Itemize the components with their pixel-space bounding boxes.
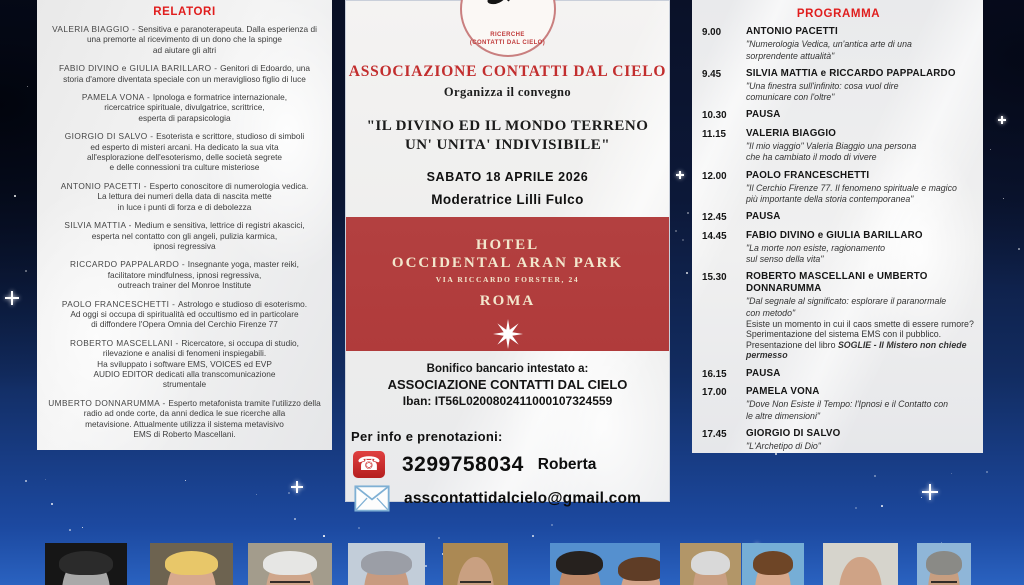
relatori-list [39,24,330,439]
speaker-name: UMBERTO DONNARUMMA - [48,397,169,408]
program-talk-title: "L'Archetipo di Dio" [746,440,821,451]
program-speaker: ROBERTO MASCELLANI e UMBERTO DONNARUMMA [746,271,928,295]
program-time: 10.30 [702,110,727,122]
venue-name-line1: HOTEL [475,237,540,253]
relatori-line: di diffondere l'Opera Omnia del Cerchio Firenze 77 [91,319,278,330]
hair [556,551,603,575]
relatori-line: ed esperto di misteri arcani. Ha dedicato la sua vita [90,141,279,152]
hair [691,551,731,575]
relatori-line: esperta nel contatto con gli angeli, pulizia karmica, [91,230,278,241]
center-panel [345,0,670,507]
bank-line1: Bonifico bancario intestato a: [426,363,589,375]
program-body [746,68,975,103]
program-item [702,368,975,380]
relatori-line: ad aiutare gli altri [152,44,217,55]
relatori-line: UMBERTO DONNARUMMA - Esperto metafonista tramite l'utilizzo della [48,397,321,408]
relatori-line: in luce i punti di forza e di debolezza [117,201,252,212]
relatori-entry [39,92,330,123]
relatori-line: VALERIA BIAGGIO - Sensitiva e paranoterapeuta. Dalla esperienza di [52,24,317,34]
program-time: 15.30 [702,272,727,284]
speaker-name: ANTONIO PACETTI - [60,180,150,191]
venue-box [346,217,669,351]
program-talk-title: comunicare con l'oltre" [746,92,835,103]
speaker-name: GIORGIO DI SALVO - [64,131,157,142]
program-item [702,128,975,163]
relatori-line: ROBERTO MASCELLANI - Ricercatore, si occupa di studio, [70,337,299,348]
speaker-photo [150,543,233,585]
relatori-line: EMS di Roberto Mascellani. [133,429,236,439]
speaker-photo [443,543,508,585]
program-time: 12.45 [702,212,727,224]
hair [263,551,318,575]
relatori-line: rilevazione e analisi di fenomeni inspiegabili. [102,348,267,359]
program-speaker: FABIO DIVINO e GIULIA BARILLARO [746,229,923,241]
info-label: Per info e prenotazioni: [351,429,503,444]
program-time: 14.45 [702,230,727,242]
bank-line2: ASSOCIAZIONE CONTATTI DAL CIELO [387,377,628,392]
association-name: ASSOCIAZIONE CONTATTI DAL CIELO [348,63,667,80]
relatori-entry [39,338,330,390]
relatori-line: PAOLO FRANCESCHETTI - Astrologo e studioso di esoterismo. [61,298,308,309]
program-body [746,170,975,205]
program-talk-title: più importante della storia contemporanea" [746,194,914,205]
relatori-line: AUDIO EDITOR dedicati alla transcomunicazione [93,368,276,379]
program-talk-title: "Dove Non Esiste il Tempo: l'Ipnosi e il Contatto con [746,399,949,409]
relatori-entry [39,131,330,173]
hair [165,551,219,575]
relatori-line: PAMELA VONA - Ipnologa e formatrice internazionale, [81,92,288,103]
program-speaker: PAUSA [746,367,781,379]
starburst-icon [346,319,669,354]
program-item [702,26,975,61]
hair [361,551,411,575]
program-item [702,386,975,421]
star-sparkle [676,171,684,179]
program-speaker: GIORGIO DI SALVO [746,427,841,439]
moderator-line: Moderatrice Lilli Fulco [431,192,584,207]
relatori-line: RICCARDO PAPPALARDO - Insegnante yoga, master reiki, [70,259,299,270]
hair [618,557,660,581]
program-talk-title: "Dal segnale al significato: esplorare il paranormale [746,296,947,307]
program-book-note: Presentazione del libro SOGLIE - Il Mistero non chiede permesso [746,339,967,361]
relatori-line: ANTONIO PACETTI - Esperto conoscitore di numerologia vedica. [60,180,309,191]
program-talk-title: "Numerologia Vedica, un'antica arte di una [746,39,912,49]
speaker-name: ROBERTO MASCELLANI - [70,337,182,348]
relatori-panel [37,0,332,450]
relatori-line: La lettura dei numeri della data di nascita mette [97,191,272,202]
speaker-photo [742,543,804,585]
program-item [702,109,975,121]
relatori-line: strumentale [162,379,207,390]
bank-iban: Iban: IT56L0200802411000107324559 [402,394,613,408]
speaker-photo [348,543,425,585]
relatori-line: storia d'amore diventata speciale con un meraviglioso figlio di luce [63,73,306,84]
program-list [702,26,975,451]
envelope-icon [354,485,390,512]
speaker-photo [248,543,332,585]
book-title: SOGLIE - Il Mistero non chiede permesso [746,339,967,361]
program-speaker: PAUSA [746,109,781,121]
organizza-line: Organizza il convegno [443,85,572,99]
star-sparkle [5,291,19,305]
program-time: 16.15 [702,368,727,380]
program-time: 9.00 [702,27,722,38]
convention-title-line2: UN' UNITA' INDIVISIBILE" [404,137,611,153]
relatori-line: esperta di parapsicologia [138,112,231,123]
program-time: 12.00 [702,170,727,182]
program-body [746,368,975,380]
convention-title-line1: "IL DIVINO ED IL MONDO TERRENO [366,118,649,134]
relatori-line: all'esplorazione dell'esoterismo, delle società segrete [86,152,283,163]
program-time: 11.15 [702,128,726,140]
program-item [702,271,975,361]
program-body [746,230,975,265]
program-item [702,211,975,223]
relatori-line: radio ad onde corte, da anni dedica le sue ricerche alla [83,408,286,419]
bank-transfer-block [346,363,669,408]
program-time: 17.00 [702,387,727,398]
hair [926,551,961,575]
program-talk-title: "Una finestra sull'infinito: cosa vuol dire [746,80,899,91]
program-body [746,128,975,163]
star-sparkle [998,116,1006,124]
program-speaker: PAOLO FRANCESCHETTI [746,169,870,181]
relatori-line: FABIO DIVINO e GIULIA BARILLARO - Genitori di Edoardo, una [58,63,311,74]
glasses [931,581,957,585]
speaker-photo [823,543,898,585]
program-body [746,109,975,121]
program-note: Esiste un momento in cui il caos smette di essere rumore? [746,318,974,329]
relatori-line: outreach trainer del Monroe Institute [117,280,252,291]
program-talk-title: sul senso della vita" [746,254,824,265]
program-talk-title: che ha cambiato il modo di vivere [746,152,877,163]
relatori-line: Ha sviluppato i software EMS, VOICES ed EVP [97,358,272,369]
program-speaker: VALERIA BIAGGIO [746,127,837,139]
speaker-name: FABIO DIVINO e GIULIA BARILLARO - [58,63,221,74]
program-time: 17.45 [702,428,727,440]
program-talk-title: "Il Cerchio Firenze 77. Il fenomeno spirituale e magico [746,182,957,193]
speaker-name: RICCARDO PAPPALARDO - [70,259,188,270]
hair [753,551,793,575]
venue-address: VIA RICCARDO FORSTER, 24 [435,275,580,284]
programma-title: PROGRAMMA [796,8,881,20]
relatori-entry [39,299,330,330]
program-item [702,428,975,452]
phone-number: 3299758034 [402,452,524,476]
program-body [746,386,975,421]
relatori-entry [39,259,330,290]
program-speaker: SILVIA MATTIA e RICCARDO PAPPALARDO [746,67,956,79]
relatori-line: SILVIA MATTIA - Medium e sensitiva, lettrice di registri akascici, [64,220,305,231]
relatori-line: ipnosi regressiva [153,240,216,251]
relatori-entry [39,181,330,212]
speaker-photo [917,543,971,585]
event-date: SABATO 18 APRILE 2026 [426,170,589,184]
face [839,557,883,585]
program-talk-title: sorprendente attualità" [746,50,835,61]
logo-text-line2: (CONTATTI DAL CIELO) [469,40,546,46]
program-talk-title: le altre dimensioni" [746,410,821,421]
relatori-line: GIORGIO DI SALVO - Esoterista e scrittore, studioso di simboli [64,131,305,142]
speaker-photo [550,543,660,585]
association-logo [460,0,556,57]
email-address: asscontattidalcielo@gmail.com [404,489,642,507]
relatori-line: facilitatore mindfulness, ipnosi regressiva, [107,269,262,280]
relatori-line: ricercatrice spirituale, divulgatrice, scrittrice, [104,102,265,113]
program-speaker: PAUSA [746,211,781,223]
email-row [353,485,669,512]
logo-text-line1: RICERCHE [490,32,525,38]
phone-contact-name: Roberta [537,455,597,473]
program-note: Sperimentazione del sistema EMS con il pubblico. [746,329,942,340]
speaker-name: SILVIA MATTIA - [64,220,135,231]
phone-row [353,451,669,478]
speaker-photo [680,543,741,585]
programma-panel [692,0,983,453]
relatori-line: e delle connessioni tra culture misteriose [109,162,260,173]
program-item [702,230,975,265]
program-item [702,170,975,205]
program-body [746,428,975,452]
relatori-entry [39,24,330,55]
speaker-name: PAMELA VONA - [81,92,153,103]
program-time: 9.45 [702,68,722,80]
relatori-line: metavisione. Attualmente utilizza il sistema metavisivo [85,418,284,429]
relatori-line: una premorte al ricevimento di un dono che la spinge [86,34,283,45]
star-sparkle [291,481,303,493]
speaker-name: VALERIA BIAGGIO - [52,24,138,34]
relatori-line: Ad oggi si occupa di spiritualità ed occultismo ed in particolare [70,308,299,319]
program-body [746,271,975,361]
program-body [746,211,975,223]
star-sparkle [922,484,938,500]
program-body [746,26,975,61]
glasses [270,581,311,585]
phone-icon: ☎ [353,451,385,478]
relatori-entry [39,220,330,251]
venue-name-line2: OCCIDENTAL ARAN PARK [391,255,624,271]
program-item [702,68,975,103]
venue-city: ROMA [479,293,536,309]
program-talk-title: "La morte non esiste, ragionamento [746,242,886,253]
swan-icon [480,0,536,13]
relatori-entry [39,63,330,84]
convention-title [346,117,669,155]
program-speaker: ANTONIO PACETTI [746,26,838,37]
speaker-photo [45,543,127,585]
speaker-name: PAOLO FRANCESCHETTI - [61,298,178,309]
program-talk-title: "Il mio viaggio" Valeria Biaggio una persona [746,140,917,151]
program-talk-title: con metodo" [746,308,796,319]
relatori-entry [39,398,330,440]
relatori-title: RELATORI [153,6,216,18]
program-speaker: PAMELA VONA [746,386,820,397]
glasses [460,581,492,585]
hair [59,551,112,575]
